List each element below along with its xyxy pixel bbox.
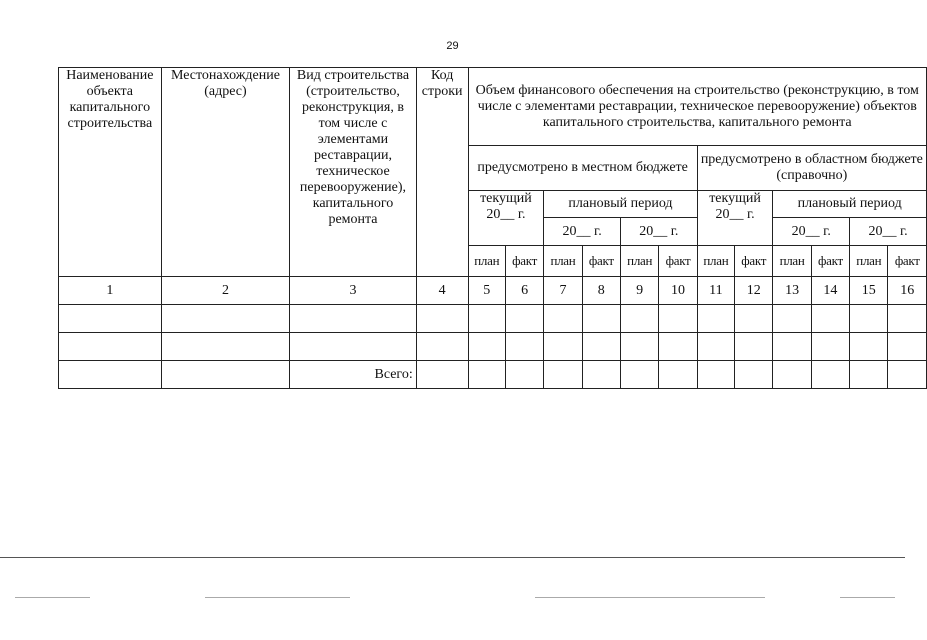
column-number: 10 xyxy=(659,277,697,305)
table-cell xyxy=(620,305,658,333)
table-cell xyxy=(850,361,888,389)
table-cell xyxy=(544,333,582,361)
header-fact: факт xyxy=(659,246,697,277)
table-cell xyxy=(416,333,468,361)
header-local-plan-year-1: 20__ г. xyxy=(544,218,621,246)
table-cell xyxy=(773,305,811,333)
header-local-budget: предусмотрено в местном бюджете xyxy=(468,146,697,191)
table-cell xyxy=(468,333,505,361)
column-number: 15 xyxy=(850,277,888,305)
scan-artifact-line xyxy=(15,597,90,598)
column-number: 8 xyxy=(582,277,620,305)
table-cell xyxy=(416,305,468,333)
table-cell xyxy=(161,361,290,389)
table-row xyxy=(59,333,927,361)
financing-table-wrapper xyxy=(58,67,923,389)
table-cell xyxy=(811,333,849,361)
header-plan: план xyxy=(697,246,734,277)
header-fact: факт xyxy=(582,246,620,277)
column-number: 16 xyxy=(888,277,927,305)
table-cell xyxy=(811,305,849,333)
header-regional-plan-year-2: 20__ г. xyxy=(850,218,927,246)
scan-artifact-line xyxy=(535,597,765,598)
header-plan: план xyxy=(468,246,505,277)
table-cell xyxy=(161,305,290,333)
column-number: 9 xyxy=(620,277,658,305)
table-cell xyxy=(888,305,927,333)
table-cell xyxy=(544,305,582,333)
table-cell xyxy=(582,333,620,361)
table-cell xyxy=(505,361,543,389)
header-regional-current-year: текущий 20__ г. xyxy=(697,191,773,246)
table-cell xyxy=(582,305,620,333)
table-cell xyxy=(620,333,658,361)
table-cell xyxy=(850,333,888,361)
header-regional-budget: предусмотрено в областном бюджете (справочно) xyxy=(697,146,926,191)
table-cell xyxy=(697,333,734,361)
header-fact: факт xyxy=(735,246,773,277)
page-number: 29 xyxy=(446,40,459,52)
header-plan: план xyxy=(620,246,658,277)
table-cell xyxy=(888,361,927,389)
table-cell xyxy=(811,361,849,389)
table-cell xyxy=(290,333,417,361)
header-location: Местонахождение (адрес) xyxy=(161,68,290,277)
header-financing-volume: Объем финансового обеспечения на строительство (реконструкцию, в том числе с элементами реставрации, техническое перевооружение) объектов капитального строительства, капитального ремонта xyxy=(468,68,926,146)
column-number: 1 xyxy=(59,277,162,305)
column-number: 3 xyxy=(290,277,417,305)
page-bottom-divider xyxy=(0,557,905,558)
header-object-name: Наименование объекта капитального строительства xyxy=(59,68,162,277)
column-number: 6 xyxy=(505,277,543,305)
table-cell xyxy=(468,305,505,333)
table-cell xyxy=(659,361,697,389)
total-row xyxy=(59,361,927,389)
table-cell xyxy=(468,361,505,389)
table-cell xyxy=(735,333,773,361)
column-number: 7 xyxy=(544,277,582,305)
table-cell xyxy=(888,333,927,361)
header-local-plan-year-2: 20__ г. xyxy=(620,218,697,246)
table-cell xyxy=(544,361,582,389)
header-regional-planning-period: плановый период xyxy=(773,191,927,218)
table-row xyxy=(59,305,927,333)
header-local-current-year: текущий 20__ г. xyxy=(468,191,544,246)
table-cell xyxy=(59,361,162,389)
header-regional-plan-year-1: 20__ г. xyxy=(773,218,850,246)
header-local-planning-period: плановый период xyxy=(544,191,697,218)
table-cell xyxy=(735,361,773,389)
column-number: 12 xyxy=(735,277,773,305)
table-cell xyxy=(773,361,811,389)
table-cell xyxy=(582,361,620,389)
header-construction-type: Вид строительства (строительство, реконструкция, в том числе с элементами реставрации, техническое перевооружение), капитального ремонта xyxy=(290,68,417,277)
column-number: 2 xyxy=(161,277,290,305)
column-number: 5 xyxy=(468,277,505,305)
table-cell xyxy=(620,361,658,389)
financing-table xyxy=(58,67,927,389)
header-plan: план xyxy=(773,246,811,277)
table-cell xyxy=(697,305,734,333)
table-cell xyxy=(735,305,773,333)
table-cell xyxy=(659,333,697,361)
table-cell xyxy=(773,333,811,361)
table-cell xyxy=(59,305,162,333)
column-number: 11 xyxy=(697,277,734,305)
table-cell xyxy=(161,333,290,361)
header-fact: факт xyxy=(505,246,543,277)
table-cell xyxy=(59,333,162,361)
table-cell xyxy=(697,361,734,389)
column-number-row xyxy=(59,277,927,305)
scan-artifact-line xyxy=(840,597,895,598)
table-cell xyxy=(505,333,543,361)
header-fact: факт xyxy=(888,246,927,277)
column-number: 13 xyxy=(773,277,811,305)
column-number: 4 xyxy=(416,277,468,305)
header-plan: план xyxy=(850,246,888,277)
header-line-code: Код строки xyxy=(416,68,468,277)
header-plan: план xyxy=(544,246,582,277)
table-cell xyxy=(850,305,888,333)
header-fact: факт xyxy=(811,246,849,277)
column-number: 14 xyxy=(811,277,849,305)
total-label: Всего: xyxy=(290,361,417,389)
scan-artifact-line xyxy=(205,597,350,598)
table-cell xyxy=(505,305,543,333)
table-cell xyxy=(416,361,468,389)
table-cell xyxy=(659,305,697,333)
table-cell xyxy=(290,305,417,333)
